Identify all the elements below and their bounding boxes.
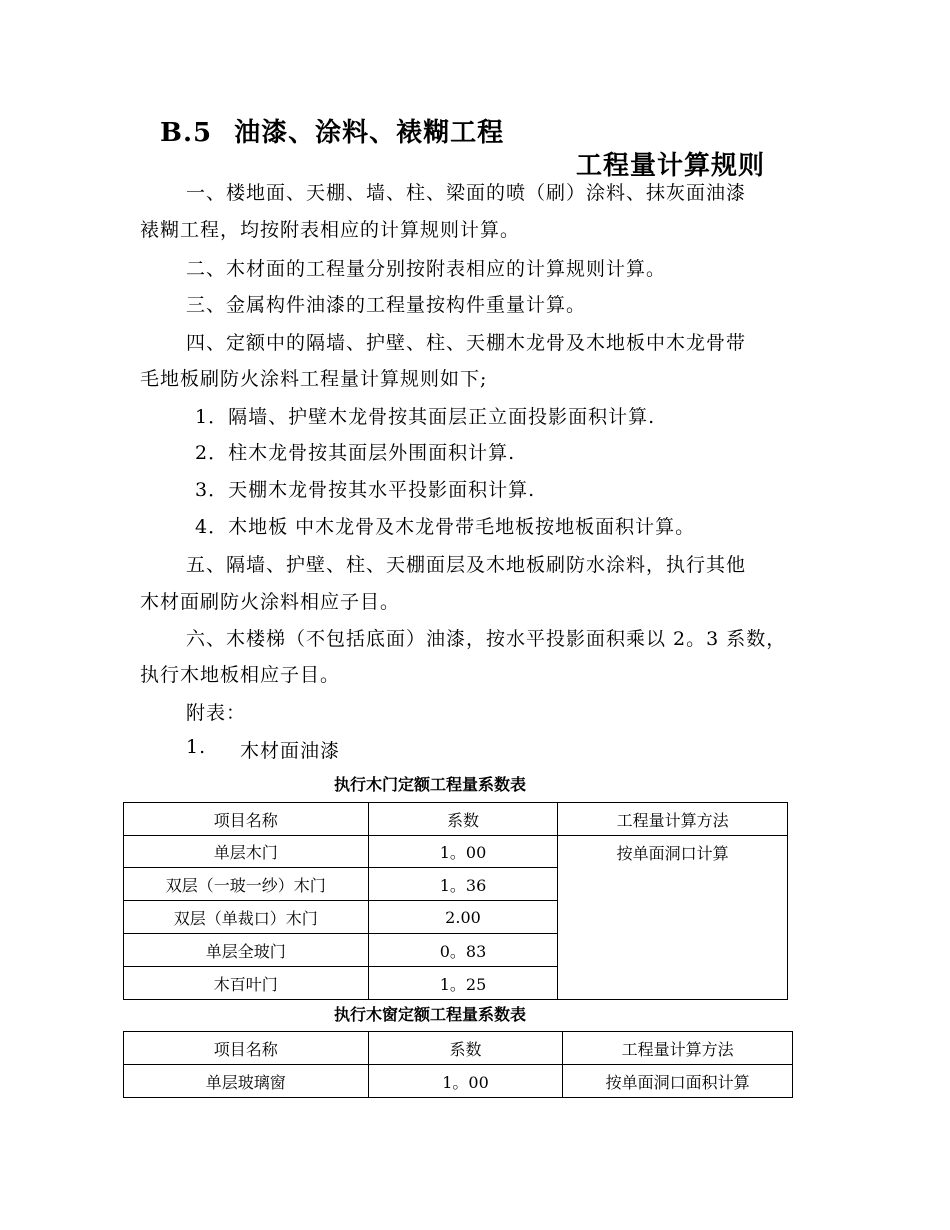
- list-item-2: 2．柱木龙骨按其面层外围面积计算.: [195, 442, 516, 464]
- table-row: [124, 836, 788, 868]
- header-item-name: 项目名称: [124, 803, 369, 836]
- paragraph-6-line-1: 六、木楼梯（不包括底面）油漆，按水平投影面积乘以 2。3 系数，: [186, 628, 787, 650]
- paragraph-4-line-2: 毛地板刷防火涂料工程量计算规则如下;: [140, 368, 488, 390]
- list-item-1: 1．隔墙、护壁木龙骨按其面层正立面投影面积计算.: [195, 406, 656, 428]
- door-table-caption: 执行木门定额工程量系数表: [334, 775, 527, 794]
- section-number: B.5: [160, 118, 213, 148]
- paragraph-5-line-1: 五、隔墙、护壁、柱、天棚面层及木地板刷防水涂料，执行其他: [186, 554, 747, 576]
- coefficient: 1。36: [368, 868, 558, 901]
- paragraph-6-line-2: 执行木地板相应子目。: [140, 664, 341, 686]
- header-method: 工程量计算方法: [563, 1032, 793, 1065]
- paragraph-2: 二、木材面的工程量分别按附表相应的计算规则计算。: [186, 258, 667, 280]
- coefficient: 1。00: [368, 1065, 563, 1098]
- item-name: 单层全玻门: [124, 934, 369, 967]
- section-1-title: 木材面油漆: [240, 740, 341, 762]
- section-title: 油漆、涂料、裱糊工程: [234, 118, 505, 148]
- window-coefficient-table: [123, 1031, 793, 1098]
- coefficient: 1。25: [368, 967, 558, 1000]
- calculation-method: 按单面洞口计算: [558, 836, 788, 1000]
- paragraph-5-line-2: 木材面刷防火涂料相应子目。: [140, 591, 401, 613]
- header-item-name: 项目名称: [124, 1032, 369, 1065]
- list-item-4: 4．木地板 中木龙骨及木龙骨带毛地板按地板面积计算。: [195, 516, 696, 538]
- header-method: 工程量计算方法: [558, 803, 788, 836]
- coefficient: 1。00: [368, 836, 558, 868]
- item-name: 单层玻璃窗: [124, 1065, 369, 1098]
- table-row: [124, 1065, 793, 1098]
- item-name: 双层（单裁口）木门: [124, 901, 369, 934]
- header-coefficient: 系数: [368, 1032, 563, 1065]
- paragraph-3: 三、金属构件油漆的工程量按构件重量计算。: [186, 294, 587, 316]
- window-table-caption: 执行木窗定额工程量系数表: [334, 1005, 527, 1024]
- section-heading: [160, 112, 504, 149]
- paragraph-1-line-2: 裱糊工程，均按附表相应的计算规则计算。: [140, 219, 521, 241]
- coefficient: 2.00: [368, 901, 558, 934]
- paragraph-1-line-1: 一、楼地面、天棚、墙、柱、梁面的喷（刷）涂料、抹灰面油漆: [186, 182, 747, 204]
- item-name: 木百叶门: [124, 967, 369, 1000]
- section-subheading: 工程量计算规则: [576, 151, 766, 181]
- coefficient: 0。83: [368, 934, 558, 967]
- table-header-row: [124, 1032, 793, 1065]
- calculation-method: 按单面洞口面积计算: [563, 1065, 793, 1098]
- paragraph-4-line-1: 四、定额中的隔墙、护壁、柱、天棚木龙骨及木地板中木龙骨带: [186, 332, 747, 354]
- appendix-label: 附表：: [186, 702, 247, 724]
- list-item-3: 3．天棚木龙骨按其水平投影面积计算.: [195, 479, 536, 501]
- table-header-row: [124, 803, 788, 836]
- item-name: 单层木门: [124, 836, 369, 868]
- item-name: 双层（一玻一纱）木门: [124, 868, 369, 901]
- section-1-number: 1.: [186, 736, 207, 758]
- door-coefficient-table: [123, 802, 788, 1000]
- header-coefficient: 系数: [368, 803, 558, 836]
